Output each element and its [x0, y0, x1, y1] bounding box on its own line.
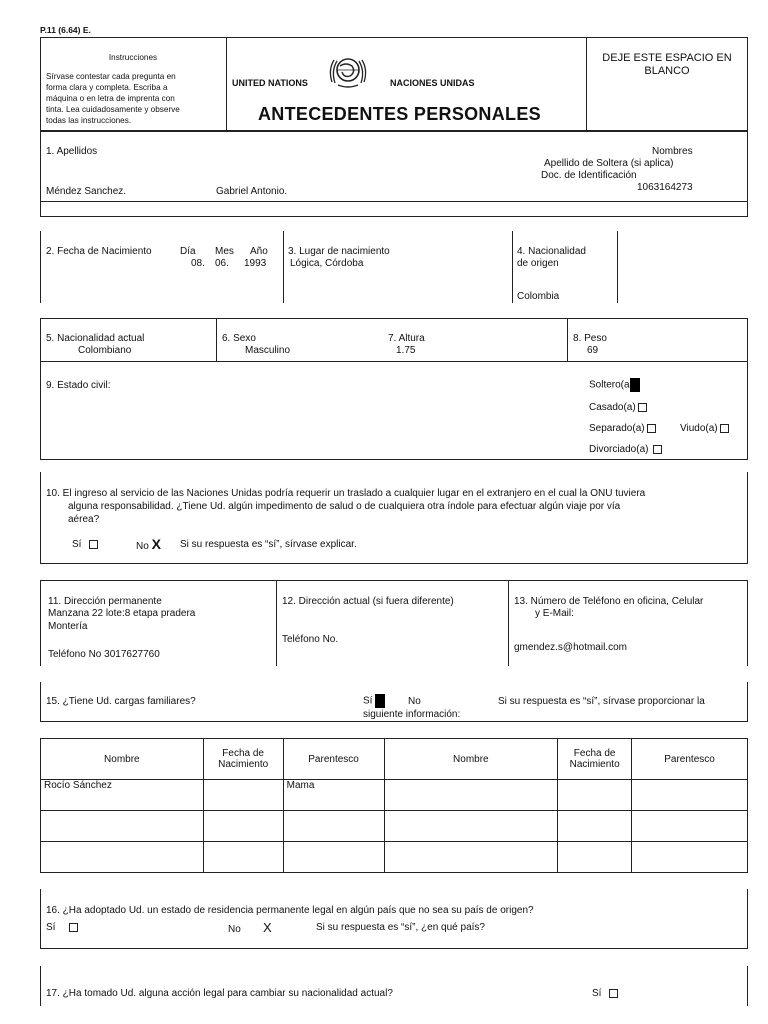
q8-label: 8. Peso	[573, 333, 607, 344]
q1-label: 1. Apellidos	[46, 146, 98, 157]
un-name-en: UNITED NATIONS	[232, 78, 308, 88]
form-code: P.11 (6.64) E.	[40, 25, 91, 35]
q15-si-label: Sí	[363, 695, 373, 707]
q2-year-label: Año	[250, 246, 268, 257]
q8-value: 69	[587, 345, 599, 356]
q9-option-separado[interactable]	[589, 423, 656, 434]
q3-label: 3. Lugar de nacimiento	[288, 246, 390, 257]
table-cell[interactable]: Mama	[283, 780, 384, 811]
q9-soltero-label: Soltero(a	[589, 379, 630, 391]
q2-label: 2. Fecha de Nacimiento	[46, 246, 152, 257]
q1-surname-value: Méndez Sanchez.	[46, 186, 127, 197]
q10-option-no[interactable]	[136, 536, 161, 552]
q1-label-maiden: Apellido de Soltera (si aplica)	[544, 158, 674, 169]
table-cell[interactable]	[558, 842, 632, 873]
table-cell[interactable]	[203, 780, 283, 811]
q1-label-names: Nombres	[652, 146, 693, 157]
table-row	[41, 842, 748, 873]
q11-phone: Teléfono No 3017627760	[48, 649, 160, 660]
q15-note-2: siguiente información:	[363, 709, 461, 720]
q5-value: Colombiano	[78, 345, 132, 356]
table-header: Parentesco	[283, 739, 384, 780]
q5-label: 5. Nacionalidad actual	[46, 333, 145, 344]
q10-no-label: No	[136, 541, 149, 552]
q17-question: 17. ¿Ha tomado Ud. alguna acción legal para cambiar su nacionalidad actual?	[46, 988, 393, 999]
q15-label: 15. ¿Tiene Ud. cargas familiares?	[46, 696, 196, 707]
instructions-line: todas las instrucciones.	[46, 116, 132, 125]
q10-question: aérea?	[68, 514, 100, 525]
q10-note: Si su respuesta es “sí”, sírvase explicar.	[180, 539, 357, 550]
q12-phone: Teléfono No.	[282, 634, 339, 645]
q13-label-2: y E-Mail:	[535, 608, 574, 619]
table-cell[interactable]	[283, 842, 384, 873]
table-cell[interactable]	[203, 842, 283, 873]
q10-no-mark: X	[151, 536, 161, 552]
q13-email: gmendez.s@hotmail.com	[514, 642, 627, 653]
q15-note: Si su respuesta es “sí”, sírvase proporcionar la	[498, 696, 705, 707]
q7-value: 1.75	[396, 345, 416, 356]
q9-divorciado-label: Divorciado(a)	[589, 444, 649, 455]
table-cell[interactable]	[384, 842, 558, 873]
table-cell[interactable]	[632, 811, 748, 842]
q4-label: 4. Nacionalidad	[517, 246, 586, 257]
un-name-es: NACIONES UNIDAS	[390, 78, 475, 88]
q9-soltero-mark	[630, 378, 640, 392]
q1-label-doc: Doc. de Identificación	[541, 170, 637, 181]
q17-si-label: Sí	[592, 988, 602, 999]
checkbox-icon	[69, 923, 78, 932]
checkbox-icon	[609, 989, 618, 998]
table-row	[41, 780, 748, 811]
table-cell[interactable]	[384, 811, 558, 842]
instructions-line: Sírvase contestar cada pregunta en	[46, 72, 176, 81]
instructions-line: forma clara y completa. Escriba a	[46, 83, 168, 92]
q4-label-2: de origen	[517, 258, 559, 269]
table-header: Nombre	[41, 739, 204, 780]
q16-note: Si su respuesta es “sí”, ¿en qué país?	[316, 922, 485, 933]
instructions-line: máquina o en letra de imprenta con	[46, 94, 175, 103]
q7-label: 7. Altura	[388, 333, 425, 344]
table-header: Fecha de Nacimiento	[203, 739, 283, 780]
table-cell[interactable]	[632, 780, 748, 811]
table-cell[interactable]	[283, 811, 384, 842]
q13-label: 13. Número de Teléfono en oficina, Celular	[514, 596, 704, 607]
table-cell[interactable]	[558, 780, 632, 811]
q10-question: alguna responsabilidad. ¿Tiene Ud. algún impedimento de salud o de cualquiera otra índole para efectuar algún viaje por vía	[68, 501, 621, 512]
table-cell[interactable]	[558, 811, 632, 842]
blank-space-label: DEJE ESTE ESPACIO EN	[602, 52, 732, 64]
q17-option-si[interactable]	[592, 988, 618, 999]
q9-separado-label: Separado(a)	[589, 423, 645, 434]
table-cell[interactable]: Rocío Sánchez	[41, 780, 204, 811]
q16-question: 16. ¿Ha adoptado Ud. un estado de residencia permanente legal en algún país que no sea su país de origen?	[46, 905, 534, 916]
q6-label: 6. Sexo	[222, 333, 256, 344]
q2-month-label: Mes	[215, 246, 234, 257]
blank-space-label: BLANCO	[644, 65, 690, 77]
q11-address-line: Manzana 22 lote:8 etapa pradera	[48, 608, 196, 619]
table-header: Parentesco	[632, 739, 748, 780]
q9-option-casado[interactable]	[589, 402, 647, 413]
q15-no-label: No	[408, 696, 421, 707]
family-table	[40, 738, 748, 873]
q10-question: 10. El ingreso al servicio de las Naciones Unidas podría requerir un traslado a cualquier lugar en el extranjero en el cual la ONU tuviera	[46, 488, 646, 499]
checkbox-icon	[638, 403, 647, 412]
q16-option-no[interactable]	[228, 920, 272, 935]
q9-viudo-label: Viudo(a)	[680, 423, 718, 434]
q9-label: 9. Estado civil:	[46, 380, 111, 391]
q9-casado-label: Casado(a)	[589, 402, 636, 413]
q11-address-line: Montería	[48, 621, 88, 632]
table-header-row	[41, 739, 748, 780]
q1-box	[40, 131, 748, 217]
q12-label: 12. Dirección actual (si fuera diferente)	[282, 596, 454, 607]
checkbox-icon	[720, 424, 729, 433]
table-cell[interactable]	[203, 811, 283, 842]
q15-si-mark	[375, 694, 385, 708]
q9-option-viudo[interactable]	[680, 423, 729, 434]
q4-value: Colombia	[517, 291, 560, 302]
q10-si-label: Sí	[72, 539, 82, 550]
q10-option-si[interactable]	[72, 539, 98, 550]
q9-option-divorciado[interactable]	[589, 444, 662, 455]
q6-value: Masculino	[245, 345, 291, 356]
q2-year-value: 1993	[244, 258, 267, 269]
table-cell[interactable]	[384, 780, 558, 811]
q16-option-si[interactable]	[46, 922, 78, 933]
q1-doc-value: 1063164273	[637, 182, 693, 193]
q16-si-label: Sí	[46, 922, 56, 933]
checkbox-icon	[647, 424, 656, 433]
checkbox-icon	[653, 445, 662, 454]
table-cell[interactable]	[632, 842, 748, 873]
q16-no-mark: X	[263, 920, 272, 935]
q9-option-soltero[interactable]	[589, 378, 640, 392]
table-header: Fecha de Nacimiento	[558, 739, 632, 780]
q2-day-value: 08.	[191, 258, 205, 269]
q11-label: 11. Dirección permanente	[48, 596, 162, 607]
q3-value: Lógica, Córdoba	[290, 258, 364, 269]
q16-no-label: No	[228, 924, 241, 935]
form-title: ANTECEDENTES PERSONALES	[258, 104, 541, 124]
q1-names-value: Gabriel Antonio.	[216, 186, 288, 197]
q2-month-value: 06.	[215, 258, 229, 269]
instructions-title: Instrucciones	[108, 53, 158, 62]
table-row	[41, 811, 748, 842]
q2-day-label: Día	[180, 246, 196, 257]
table-header: Nombre	[384, 739, 558, 780]
instructions-line: tinta. Lea cuidadosamente y observe	[46, 105, 180, 114]
table-cell[interactable]	[41, 842, 204, 873]
q15-option-si[interactable]	[363, 694, 385, 708]
checkbox-icon	[89, 540, 98, 549]
table-cell[interactable]	[41, 811, 204, 842]
q15-option-no[interactable]	[408, 696, 421, 707]
un-emblem-icon	[326, 52, 370, 90]
